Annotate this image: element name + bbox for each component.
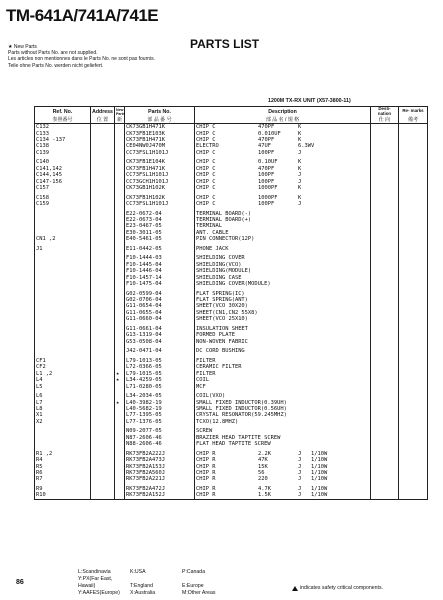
parts-no-cell: E40-5461-05 xyxy=(125,236,195,242)
description-name: CHIP C xyxy=(196,130,216,137)
table-header-row xyxy=(35,107,428,117)
description-tolerance: K xyxy=(298,124,302,131)
parts-no-cell: L71-0280-05 xyxy=(125,384,195,390)
parts-no-cell: N88-2606-46 xyxy=(125,441,195,447)
col-description: Description xyxy=(195,107,371,117)
description-value: 1000PF xyxy=(258,194,278,201)
parts-no-cell: CK73GB1H102K xyxy=(125,185,195,191)
parts-no-cell: RK73FB2A473J xyxy=(125,457,195,463)
new-parts-cell xyxy=(115,124,125,131)
parts-no-cell: CK73FB1H471K xyxy=(125,137,195,143)
parts-no-cell: E30-3011-05 xyxy=(125,230,195,236)
description-tolerance: J 1/10W xyxy=(298,469,328,476)
description-value: 470PF xyxy=(258,165,275,172)
description-value: 100PF xyxy=(258,172,275,179)
parts-no-cell: RK73FB2A472J xyxy=(125,486,195,492)
page-title: PARTS LIST xyxy=(190,37,260,51)
parts-no-cell: CC73GCH1H101J xyxy=(125,179,195,185)
ref-no-cell: X1 xyxy=(35,412,91,418)
description-tolerance: K xyxy=(298,185,302,192)
description-name: FILTER xyxy=(196,357,216,364)
description-name: FLAT SPRING(ANT) xyxy=(196,297,248,304)
description-name: SCREW xyxy=(196,428,213,435)
ref-no-cell: C157 xyxy=(35,185,91,191)
description-name: FILTER xyxy=(196,370,216,377)
ref-no-cell: L5 xyxy=(35,384,91,390)
col-parts-no: Parts No. xyxy=(125,107,195,117)
parts-no-cell: G13-1319-04 xyxy=(125,332,195,338)
description-value: 47K xyxy=(258,457,268,464)
ref-no-cell: C133 xyxy=(35,131,91,137)
description-tolerance: K xyxy=(298,194,302,201)
parts-no-cell: L77-1376-05 xyxy=(125,419,195,425)
description-name: SHEET(VCO 25X10) xyxy=(196,316,248,323)
legend-item: E:Europe xyxy=(182,583,204,589)
parts-no-cell: J42-0471-04 xyxy=(125,348,195,354)
description-name: TERMINAL BOARD(+) xyxy=(196,217,252,224)
legend-item: X:Australia xyxy=(130,590,156,596)
parts-no-cell: F10-1475-04 xyxy=(125,281,195,287)
ref-no-cell: L1 ,2 xyxy=(35,371,91,377)
ref-no-cell: C158 xyxy=(35,195,91,201)
parts-no-cell: F10-1445-04 xyxy=(125,262,195,268)
description-tolerance: K xyxy=(298,130,302,137)
description-tolerance: J 1/10W xyxy=(298,457,328,464)
new-parts-cell: ★ xyxy=(115,400,125,406)
description-tolerance: J xyxy=(298,178,302,185)
address-cell xyxy=(91,492,115,499)
description-name: MCF xyxy=(196,383,206,390)
description-value: 2.2K xyxy=(258,450,271,457)
description-name: CHIP C xyxy=(196,178,216,185)
parts-no-cell: RK73FB2A221J xyxy=(125,476,195,482)
description-value: 100PF xyxy=(258,178,275,185)
ref-no-cell: L7 xyxy=(35,400,91,406)
ref-no-cell: R5 xyxy=(35,464,91,470)
description-name: SHEET(VCO 30X20) xyxy=(196,303,248,310)
parts-no-cell: RK73FB2A152J xyxy=(125,492,195,499)
description-name: CHIP R xyxy=(196,457,216,464)
parts-no-cell: E22-0672-04 xyxy=(125,211,195,217)
description-name: SHIELDING(VCO) xyxy=(196,261,242,268)
ref-no-cell: R6 xyxy=(35,470,91,476)
safety-note xyxy=(292,585,383,591)
destination-legend xyxy=(78,569,234,597)
ref-no-cell: R1 ,2 xyxy=(35,451,91,457)
description-name: SMALL FIXED INDUCTOR(0.56UH) xyxy=(196,405,287,412)
ref-no-cell: L4 xyxy=(35,377,91,383)
parts-no-cell: L34-4259-05 xyxy=(125,377,195,383)
description-name: SHEET(CN1,CN2 55X8) xyxy=(196,309,258,316)
description-name: PIN CONNECTOR(12P) xyxy=(196,236,255,243)
ref-no-cell: L6 xyxy=(35,393,91,399)
description-name: CHIP R xyxy=(196,463,216,470)
description-name: CHIP R xyxy=(196,450,216,457)
parts-no-cell: E11-0442-05 xyxy=(125,246,195,252)
note-line: Parts without Parts No. are not supplied. xyxy=(8,50,98,57)
table-header-row-jp xyxy=(35,116,428,124)
col-new: New Parts xyxy=(116,107,125,116)
safety-note-text: indicates safety critical components. xyxy=(300,585,384,591)
parts-no-cell: RK73FB2A222J xyxy=(125,451,195,457)
description-value: 220 xyxy=(258,476,268,483)
description-name: NON-WOVEN FABRIC xyxy=(196,338,248,345)
page-number: 86 xyxy=(16,579,24,586)
parts-no-cell: CC73FSL1H101J xyxy=(125,172,195,178)
ref-no-cell: C139 xyxy=(35,150,91,156)
parts-no-cell: CK73GB1H471K xyxy=(125,124,195,131)
description-tolerance: 6.3WV xyxy=(298,143,315,150)
parts-no-cell: G53-0508-04 xyxy=(125,339,195,345)
description-tolerance: J 1/10W xyxy=(298,463,328,470)
table-row xyxy=(35,492,428,499)
parts-no-cell: L34-2034-05 xyxy=(125,393,195,399)
description-value: 470PF xyxy=(258,124,275,131)
description-name: CHIP C xyxy=(196,194,216,201)
ref-no-cell: X2 xyxy=(35,419,91,425)
description-name: ELECTRO xyxy=(196,143,219,150)
parts-no-cell: CK73FB1E103K xyxy=(125,131,195,137)
description-name: CHIP C xyxy=(196,201,216,208)
description-name: CHIP R xyxy=(196,476,216,483)
description-tolerance: J 1/10W xyxy=(298,485,328,492)
ref-no-cell: C144,145 xyxy=(35,172,91,178)
parts-no-cell: L72-0366-05 xyxy=(125,364,195,370)
address-cell xyxy=(91,124,115,131)
description-name: CHIP R xyxy=(196,492,216,499)
legend-item: K:USA xyxy=(130,569,146,575)
description-tolerance: K xyxy=(298,165,302,172)
destination-cell xyxy=(371,124,399,131)
description-name: CHIP C xyxy=(196,137,216,143)
description-name: FLAT SPRING(IC) xyxy=(196,290,245,297)
destination-cell xyxy=(371,492,399,499)
remarks-cell xyxy=(399,124,428,131)
parts-no-cell: CK73FB1H102K xyxy=(125,195,195,201)
parts-no-cell: G11-0654-04 xyxy=(125,303,195,309)
parts-no-cell: G02-0706-04 xyxy=(125,297,195,303)
legend-item: P:Canada xyxy=(182,569,206,575)
new-parts-cell: ★ xyxy=(115,371,125,377)
ref-no-cell: C140 xyxy=(35,159,91,165)
parts-no-cell: RK73FB2A153J xyxy=(125,464,195,470)
description-name: CERAMIC FILTER xyxy=(196,364,242,371)
unit-label: 1200M TX-RX UNIT (X57-3800-11) xyxy=(268,98,351,104)
ref-no-cell: C134 -137 xyxy=(35,137,91,143)
parts-no-cell: G11-0661-04 xyxy=(125,326,195,332)
description-name: CHIP R xyxy=(196,469,216,476)
parts-no-cell: CC73FSL1H101J xyxy=(125,150,195,156)
parts-no-cell: L77-1395-05 xyxy=(125,412,195,418)
ref-no-cell: CF2 xyxy=(35,364,91,370)
warning-triangle-icon xyxy=(292,586,298,591)
description-name: CRYSTAL RESONATOR(59.245MHZ) xyxy=(196,412,287,419)
description-value: 15K xyxy=(258,463,268,470)
description-value: 470PF xyxy=(258,137,275,143)
description-name: PHONE JACK xyxy=(196,245,229,252)
description-tolerance: J 1/10W xyxy=(298,492,328,499)
parts-no-cell: F10-1444-03 xyxy=(125,255,195,261)
ref-no-cell: L8 xyxy=(35,406,91,412)
col-address-jp: 位 置 xyxy=(91,116,115,124)
description-name: TCXO(12.8MHZ) xyxy=(196,418,239,425)
description-value: 0.10UF xyxy=(258,159,278,166)
col-destination: Desti- nation xyxy=(371,107,399,117)
description-cell xyxy=(195,124,371,131)
description-name: INSULATION SHEET xyxy=(196,325,248,332)
parts-no-cell: N87-2606-46 xyxy=(125,435,195,441)
description-value: 4.7K xyxy=(258,485,271,492)
legend-item: Y:AAFES(Europe) xyxy=(78,590,120,596)
ref-no-cell: C141,142 xyxy=(35,166,91,172)
parts-no-cell: L79-1013-05 xyxy=(125,358,195,364)
note-line: Teile ohne Parts No. werden nicht geliefert. xyxy=(8,62,104,69)
description-name: CHIP C xyxy=(196,149,216,156)
parts-no-cell: L40-3982-19 xyxy=(125,400,195,406)
description-name: SHIELDING COVER xyxy=(196,255,245,262)
col-remarks-jp: 備考 xyxy=(399,116,428,124)
description-tolerance: K xyxy=(298,137,302,143)
description-name: CHIP R xyxy=(196,485,216,492)
description-tolerance: J 1/10W xyxy=(298,476,328,483)
ref-no-cell: C132 xyxy=(35,124,91,131)
description-name: COIL(VXO) xyxy=(196,393,226,400)
description-name: BRAZIER HEAD TAPTITE SCREW xyxy=(196,434,281,441)
description-value: 100PF xyxy=(258,201,275,208)
description-name: CHIP C xyxy=(196,185,216,192)
description-name: FLAT HEAD TAPTITE SCREW xyxy=(196,441,271,448)
note-line: Les articles non mentionnes dans le Parts No. ne sont pas fournis. xyxy=(8,56,156,63)
parts-no-cell: G02-0599-04 xyxy=(125,291,195,297)
description-tolerance: J 1/10W xyxy=(298,450,328,457)
ref-no-cell: R4 xyxy=(35,457,91,463)
parts-no-cell: N09-2077-05 xyxy=(125,428,195,434)
description-tolerance: J xyxy=(298,172,302,179)
parts-no-cell: CK73FB1E104K xyxy=(125,159,195,165)
ref-no-cell: C159 xyxy=(35,201,91,207)
ref-no-cell: J1 xyxy=(35,246,91,252)
remarks-cell xyxy=(399,492,428,499)
description-value: 100PF xyxy=(258,149,275,156)
col-ref-jp: 参照番号 xyxy=(35,116,91,124)
ref-no-cell: R9 xyxy=(35,486,91,492)
description-name: SMALL FIXED INDUCTOR(0.39UH) xyxy=(196,399,287,406)
parts-no-cell: RK73FB2A560J xyxy=(125,470,195,476)
col-ref: Ref. No. xyxy=(35,107,91,117)
legend-item: M:Other Areas xyxy=(182,590,216,596)
parts-no-cell: F10-1457-14 xyxy=(125,275,195,281)
description-name: FORMED PLATE xyxy=(196,332,235,339)
col-parts-no-jp: 部 品 番 号 xyxy=(125,116,195,124)
parts-no-cell: L79-1015-05 xyxy=(125,371,195,377)
description-name: SHIELDING(MODULE) xyxy=(196,268,252,275)
note-line: ★ New Parts xyxy=(8,44,37,50)
parts-no-cell: CK73FB1H471K xyxy=(125,166,195,172)
description-value: 1000PF xyxy=(258,185,278,192)
legend-item: L:Scandinavia xyxy=(78,569,111,575)
ref-no-cell: C138 xyxy=(35,143,91,149)
description-name: CHIP C xyxy=(196,172,216,179)
parts-no-cell: CC73FSL1H101J xyxy=(125,201,195,207)
ref-no-cell: CF1 xyxy=(35,358,91,364)
col-destination-jp: 仕 向 xyxy=(371,116,399,124)
description-tolerance: J xyxy=(298,201,302,208)
parts-table xyxy=(34,106,428,500)
notes-block xyxy=(8,44,155,69)
description-value: 1.5K xyxy=(258,492,271,499)
parts-no-cell: E23-0467-05 xyxy=(125,223,195,229)
description-tolerance: K xyxy=(298,159,302,166)
legend-item: T:England xyxy=(130,583,154,589)
description-name: DC CORD BUSHING xyxy=(196,348,245,355)
parts-no-cell: E22-0673-04 xyxy=(125,217,195,223)
parts-no-cell: G11-0660-04 xyxy=(125,316,195,322)
parts-no-cell: L40-5682-19 xyxy=(125,406,195,412)
ref-no-cell: R10 xyxy=(35,492,91,499)
col-description-jp: 部 品 名 / 規 格 xyxy=(195,116,371,124)
parts-no-cell: G11-0655-04 xyxy=(125,310,195,316)
description-name: CHIP C xyxy=(196,159,216,166)
col-new-jp: 新 xyxy=(115,116,125,124)
table-row xyxy=(35,124,428,131)
col-address: Address xyxy=(91,107,115,117)
ref-no-cell: C147-156 xyxy=(35,179,91,185)
description-value: 56 xyxy=(258,469,265,476)
description-name: TERMINAL BOARD(-) xyxy=(196,210,252,217)
description-cell xyxy=(195,492,371,499)
new-parts-cell xyxy=(115,492,125,499)
description-name: SHIELDING CASE xyxy=(196,274,242,281)
description-name: CHIP C xyxy=(196,124,216,131)
description-name: CHIP C xyxy=(196,165,216,172)
description-value: 0.010UF xyxy=(258,130,281,137)
parts-no-cell: F10-1446-04 xyxy=(125,268,195,274)
description-tolerance: J xyxy=(298,149,302,156)
col-remarks: Re- marks xyxy=(399,107,428,117)
parts-no-cell: CE04NW0J470M xyxy=(125,143,195,149)
description-name: SHIELDING COVER(MODULE) xyxy=(196,281,271,288)
description-name: COIL xyxy=(196,377,209,384)
new-parts-cell: ★ xyxy=(115,377,125,383)
legend-item: Y:PX(Far East, Hawaii) xyxy=(78,576,113,589)
model-title: TM-641A/741A/741E xyxy=(6,6,159,25)
description-value: 47UF xyxy=(258,143,271,150)
description-name: TERMINAL xyxy=(196,223,222,230)
ref-no-cell: R7 xyxy=(35,476,91,482)
description-name: ANT. CABLE xyxy=(196,229,229,236)
ref-no-cell: CN1 ,2 xyxy=(35,236,91,242)
